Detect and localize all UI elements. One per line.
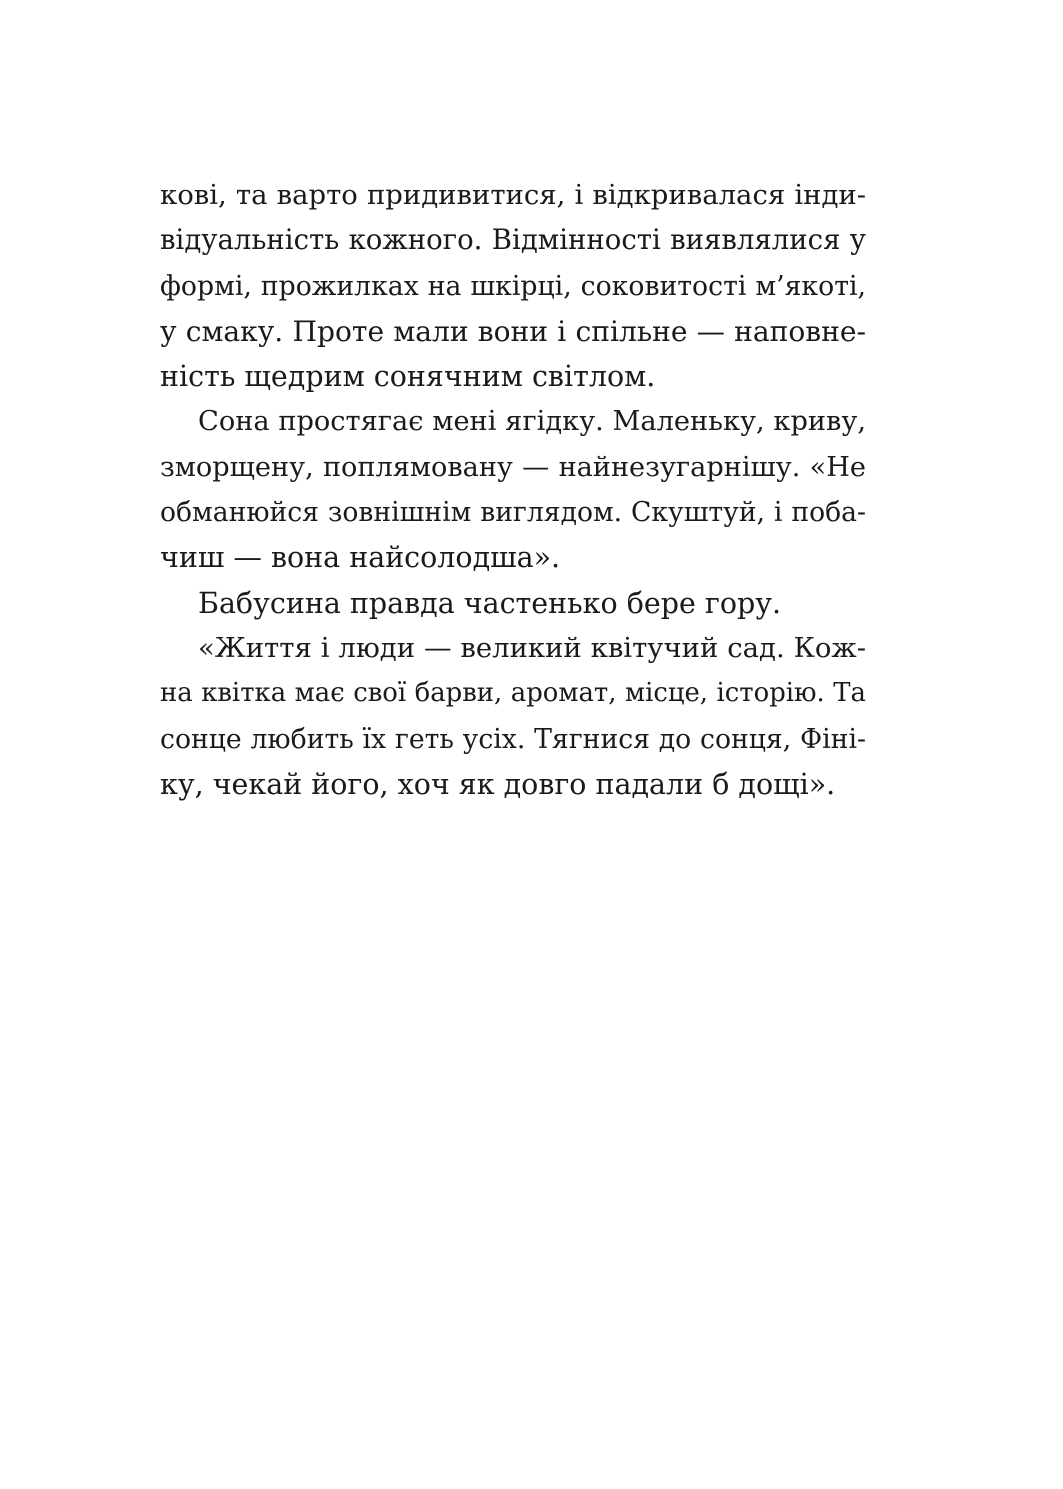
text-line: зморщену, поплямовану — найнезугарнішу. «Не (160, 451, 866, 483)
text-line: формі, прожилках на шкірці, соковитості м’якоті, (160, 270, 866, 302)
text-line: відуальність кожного. Відмінності виявлялися у (160, 224, 866, 257)
paragraph (160, 173, 866, 399)
paragraph (160, 626, 866, 807)
text-line: у смаку. Проте мали вони і спільне — наповне- (160, 314, 866, 348)
paragraph (160, 581, 866, 626)
text-line: Сона простягає мені ягідку. Маленьку, криву, (198, 406, 866, 438)
text-line: Бабусина правда частенько бере гору. (198, 586, 782, 620)
paragraph (160, 399, 866, 580)
text-line: ність щедрим сонячним світлом. (160, 360, 656, 394)
text-line: обманюйся зовнішнім виглядом. Скуштуй, і поба- (160, 497, 866, 529)
text-line: кові, та варто придивитися, і відкривалася інди- (160, 179, 866, 211)
text-line: «Життя і люди — великий квітучий сад. Кож- (198, 631, 866, 664)
text-line: сонце любить їх геть усіх. Тягнися до сонця, Фіні- (160, 723, 866, 755)
text-line: на квітка має свої барви, аромат, місце, історію. Та (160, 678, 866, 709)
text-line: чиш — вона найсолодша». (160, 541, 561, 575)
text-line: ку, чекай його, хоч як довго падали б дощі». (160, 767, 836, 801)
body-text (160, 173, 866, 807)
